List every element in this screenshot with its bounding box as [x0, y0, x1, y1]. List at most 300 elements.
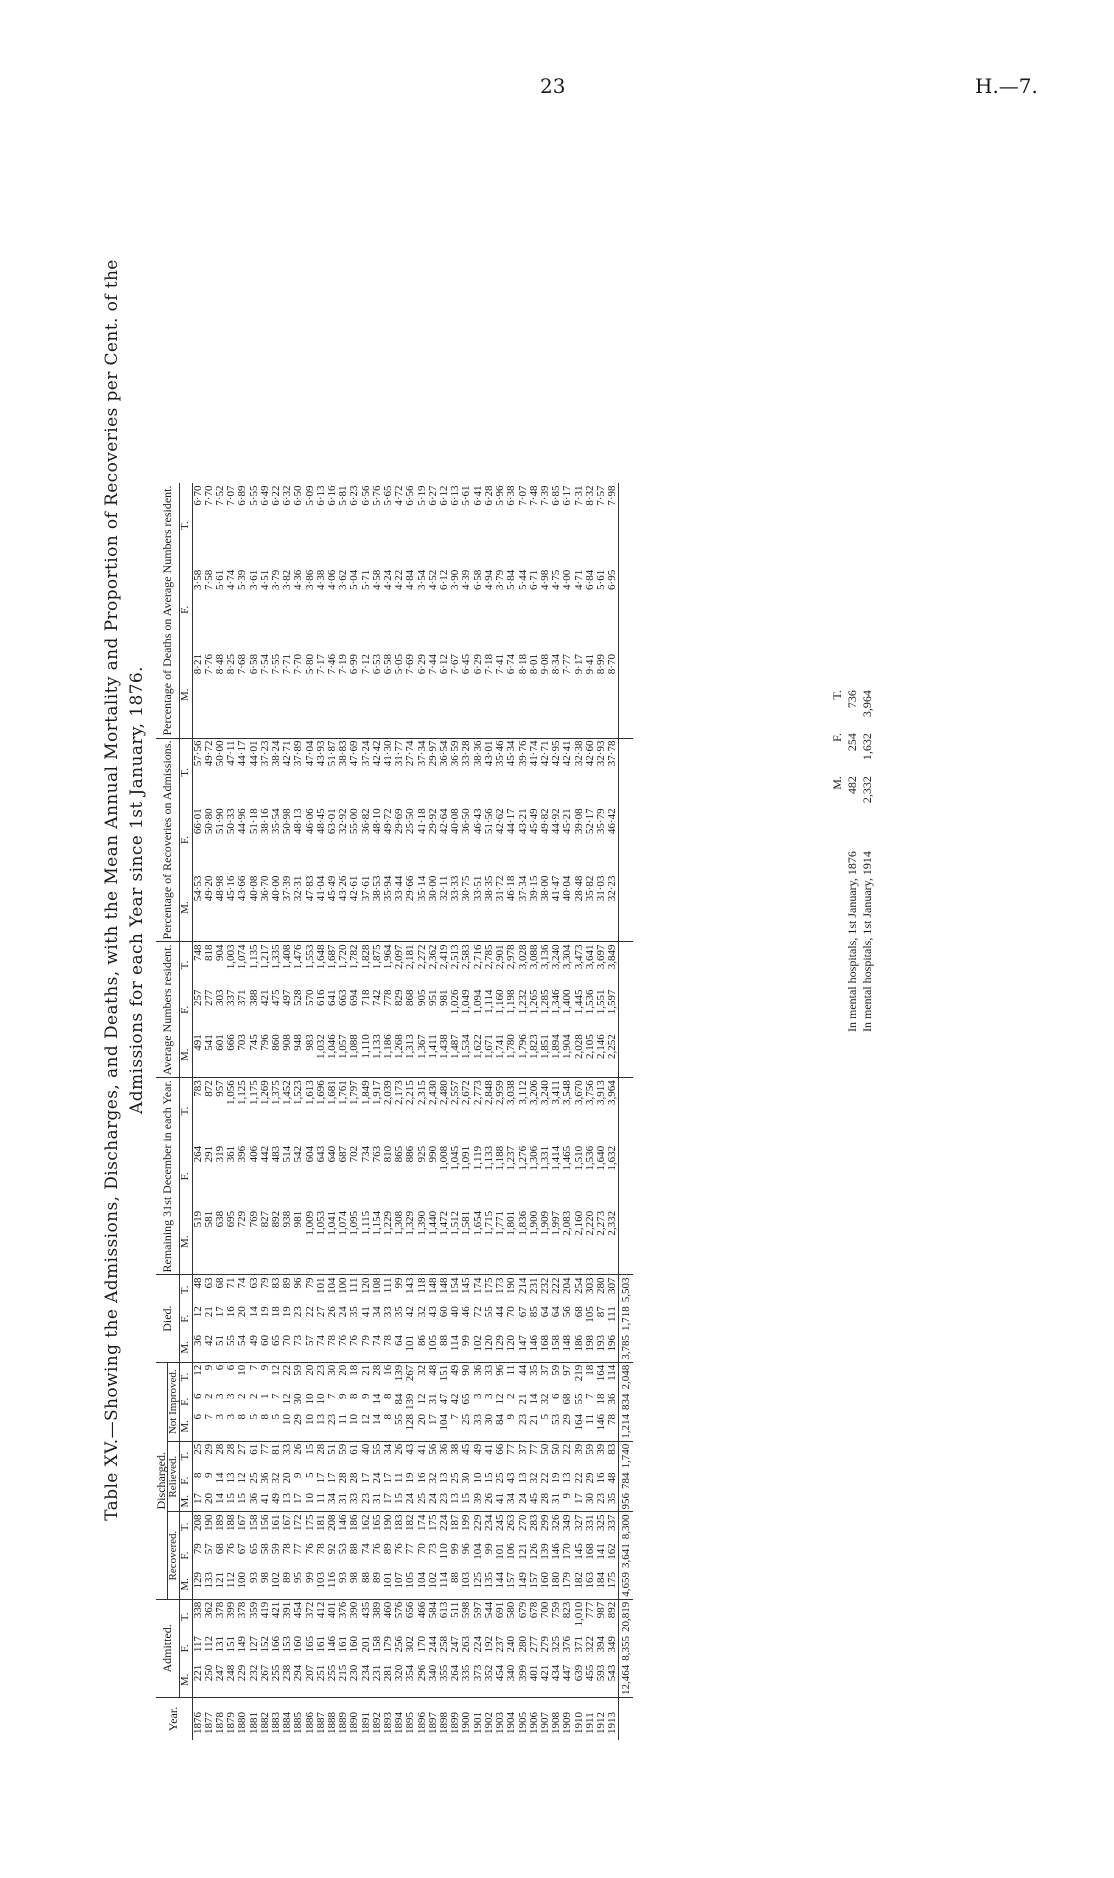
value-cell: 78: [314, 1543, 327, 1555]
value-cell: 1,597: [606, 989, 619, 1015]
value-cell: 6·12: [439, 652, 450, 738]
value-cell: 7·98: [606, 485, 619, 506]
value-cell: 6·38: [505, 485, 518, 506]
value-cell: 6·49: [258, 485, 271, 506]
value-cell: 528: [292, 989, 305, 1006]
total-cell: 4,659: [619, 1570, 633, 1599]
value-cell: 1,091: [460, 1145, 473, 1171]
value-cell: 1,045: [449, 1145, 462, 1171]
value-cell: 103: [461, 1570, 472, 1599]
value-cell: 59: [292, 1364, 305, 1376]
value-cell: 17: [574, 1491, 585, 1512]
value-cell: 77: [527, 1443, 540, 1455]
value-cell: 43·26: [338, 874, 349, 942]
value-cell: 25: [461, 1412, 472, 1441]
value-cell: 39: [572, 1443, 585, 1455]
year-cell: 1888: [326, 1712, 339, 1734]
value-cell: 112: [226, 1570, 237, 1599]
value-cell: 1,771: [495, 1209, 506, 1275]
value-cell: 860: [271, 1032, 282, 1078]
value-cell: 279: [538, 1636, 551, 1653]
rotated-table-container: [100, 20, 1000, 1760]
value-cell: 100: [337, 1277, 350, 1294]
value-cell: 234: [482, 1514, 495, 1531]
year-cell: 1892: [370, 1712, 383, 1734]
value-cell: 42·61: [349, 874, 360, 942]
value-cell: 748: [191, 944, 204, 961]
value-cell: 7·44: [428, 652, 439, 738]
value-cell: 37·61: [361, 874, 372, 942]
value-cell: 43: [426, 1306, 439, 1318]
value-cell: 9: [337, 1393, 350, 1399]
value-cell: 51·18: [247, 808, 260, 835]
value-cell: 6·23: [348, 485, 361, 506]
value-cell: 21: [202, 1306, 215, 1318]
value-cell: 8: [383, 1412, 394, 1441]
value-cell: 40·04: [562, 874, 573, 942]
value-cell: 8: [348, 1393, 361, 1399]
value-cell: 90: [460, 1364, 473, 1376]
value-cell: 990: [426, 1145, 439, 1163]
value-cell: 41: [359, 1306, 372, 1318]
value-cell: 24: [428, 1491, 439, 1512]
value-cell: 77: [258, 1443, 271, 1455]
value-cell: 86: [417, 1333, 428, 1362]
value-cell: 120: [484, 1333, 495, 1362]
value-cell: 16: [382, 1364, 395, 1376]
value-cell: 29: [293, 1412, 304, 1441]
value-cell: 1,534: [461, 1032, 472, 1078]
value-cell: 9: [258, 1364, 271, 1371]
value-cell: 783: [191, 1080, 204, 1097]
value-cell: 9: [562, 1491, 573, 1512]
value-cell: 35: [607, 1491, 619, 1512]
value-cell: 72: [471, 1306, 484, 1318]
value-cell: 3,697: [594, 944, 607, 970]
value-cell: 65: [247, 1543, 260, 1555]
value-cell: 948: [293, 1032, 304, 1078]
value-cell: 981: [293, 1209, 304, 1275]
value-cell: 598: [460, 1601, 473, 1619]
value-cell: 13: [225, 1472, 238, 1484]
value-cell: 7·57: [594, 485, 607, 506]
value-cell: 3: [471, 1393, 484, 1399]
value-cell: 68: [572, 1306, 585, 1318]
value-cell: 1,780: [506, 1032, 517, 1078]
value-cell: 42·62: [494, 808, 507, 835]
value-cell: 643: [314, 1145, 327, 1163]
total-cell: [619, 652, 633, 738]
notes-1876-t: 736: [845, 690, 859, 709]
value-cell: 48·45: [314, 808, 327, 835]
value-cell: 222: [550, 1277, 563, 1294]
value-cell: 1,741: [495, 1032, 506, 1078]
value-cell: 1,232: [516, 989, 529, 1015]
value-cell: 1,472: [439, 1209, 450, 1275]
value-cell: 2,105: [585, 1032, 596, 1078]
sex-header-t: T.: [180, 483, 192, 567]
value-cell: 3,641: [583, 944, 596, 970]
value-cell: 41·18: [415, 808, 428, 835]
value-cell: 8: [191, 1472, 204, 1478]
value-cell: 13: [450, 1491, 461, 1512]
total-cell: [619, 942, 633, 988]
value-cell: 99: [393, 1277, 406, 1289]
value-cell: 77: [505, 1443, 518, 1455]
year-cell: 1911: [583, 1712, 596, 1734]
value-cell: 6·58: [383, 652, 394, 738]
value-cell: 79: [361, 1333, 372, 1362]
value-cell: 12: [494, 1393, 507, 1405]
value-cell: 92: [326, 1543, 339, 1555]
year-header: Year.: [156, 1698, 192, 1741]
value-cell: 71: [225, 1277, 238, 1289]
value-cell: 6: [214, 1364, 227, 1371]
value-cell: 39: [473, 1491, 484, 1512]
year-cell: 1900: [460, 1712, 473, 1734]
value-cell: 3: [226, 1412, 237, 1441]
table-row: [293, 483, 304, 1740]
value-cell: 231: [372, 1663, 383, 1698]
value-cell: 37·39: [282, 874, 293, 942]
value-cell: 38·83: [337, 740, 350, 767]
value-cell: 5·80: [305, 652, 316, 738]
value-cell: 50: [538, 1443, 551, 1455]
value-cell: 22: [561, 1443, 574, 1455]
value-cell: 27·74: [404, 740, 417, 767]
value-cell: 112: [202, 1636, 215, 1653]
value-cell: 139: [393, 1364, 406, 1382]
value-cell: 99: [305, 1570, 316, 1599]
value-cell: 5·71: [359, 569, 372, 590]
value-cell: 146: [337, 1514, 350, 1531]
value-cell: 42·95: [550, 740, 563, 767]
value-cell: 162: [606, 1543, 619, 1560]
value-cell: 865: [393, 1145, 406, 1163]
value-cell: 23: [596, 1491, 607, 1512]
value-cell: 26: [393, 1443, 406, 1455]
value-cell: 139: [538, 1543, 551, 1560]
value-cell: 2,583: [460, 944, 473, 970]
value-cell: 255: [271, 1663, 282, 1698]
value-cell: 5: [249, 1412, 260, 1441]
value-cell: 88: [439, 1333, 450, 1362]
value-cell: 67: [236, 1543, 249, 1555]
value-cell: 280: [516, 1636, 529, 1653]
value-cell: 8·21: [192, 652, 204, 738]
value-cell: 466: [415, 1601, 428, 1619]
value-cell: 5·61: [460, 485, 473, 506]
value-cell: 1,671: [484, 1032, 495, 1078]
value-cell: 1,400: [561, 989, 574, 1015]
value-cell: 88: [348, 1543, 361, 1555]
value-cell: 434: [551, 1663, 562, 1698]
value-cell: 29·92: [426, 808, 439, 835]
value-cell: 1,335: [270, 944, 283, 970]
value-cell: 2,097: [393, 944, 406, 970]
value-cell: 1,801: [506, 1209, 517, 1275]
value-cell: 291: [202, 1145, 215, 1163]
value-cell: 32: [538, 1393, 551, 1405]
value-cell: 1,119: [471, 1145, 484, 1171]
value-cell: 460: [382, 1601, 395, 1619]
value-cell: 44·17: [505, 808, 518, 835]
value-cell: 76: [303, 1543, 316, 1555]
value-cell: 2,430: [426, 1080, 439, 1105]
value-cell: 299: [538, 1514, 551, 1531]
relieved-header: Relieved.: [168, 1441, 180, 1512]
value-cell: 9: [202, 1364, 215, 1371]
value-cell: 35·79: [594, 808, 607, 835]
value-cell: 36·54: [438, 740, 451, 767]
value-cell: 455: [585, 1663, 596, 1698]
value-cell: 3,473: [572, 944, 585, 970]
value-cell: 1,551: [594, 989, 607, 1015]
value-cell: 38·53: [372, 874, 383, 942]
value-cell: 9: [506, 1412, 517, 1441]
value-cell: 47·69: [348, 740, 361, 767]
value-cell: 54: [237, 1333, 248, 1362]
value-cell: 44: [494, 1306, 507, 1318]
value-cell: 13: [561, 1472, 574, 1484]
value-cell: 76: [225, 1543, 238, 1555]
value-cell: 283: [527, 1514, 540, 1531]
value-cell: 148: [438, 1277, 451, 1294]
value-cell: 180: [551, 1570, 562, 1599]
notes-1876-m: 482: [845, 776, 859, 795]
value-cell: 111: [606, 1306, 619, 1322]
value-cell: 1,057: [338, 1032, 349, 1078]
value-cell: 79: [191, 1543, 204, 1555]
value-cell: 1,053: [316, 1209, 327, 1275]
sex-header-f: F.: [180, 988, 192, 1033]
value-cell: 83: [270, 1277, 283, 1289]
value-cell: 49: [471, 1443, 484, 1455]
value-cell: 5: [303, 1472, 316, 1478]
value-cell: 34: [370, 1306, 383, 1318]
value-cell: 447: [562, 1663, 573, 1698]
sex-header-t: T.: [180, 942, 192, 988]
value-cell: 41: [482, 1443, 495, 1455]
value-cell: 183: [393, 1514, 406, 1531]
value-cell: 267: [404, 1364, 417, 1382]
table-row: [461, 483, 472, 1740]
value-cell: 2,480: [438, 1080, 451, 1105]
value-cell: 9·17: [574, 652, 585, 738]
value-cell: 32·31: [293, 874, 304, 942]
total-cell: 8,300: [619, 1512, 633, 1541]
value-cell: 83: [606, 1443, 619, 1455]
year-cell: 1910: [572, 1712, 585, 1734]
value-cell: 175: [303, 1514, 316, 1531]
notes-1914-t: 3,964: [860, 690, 874, 718]
value-cell: 148: [562, 1333, 573, 1362]
value-cell: 1,440: [428, 1209, 439, 1275]
value-cell: 6·58: [249, 652, 260, 738]
value-cell: 277: [527, 1636, 540, 1653]
value-cell: 20: [337, 1364, 350, 1376]
value-cell: 42: [204, 1333, 215, 1362]
value-cell: 63: [247, 1277, 260, 1289]
total-cell: [619, 568, 633, 652]
value-cell: 638: [215, 1209, 226, 1275]
value-cell: 3: [215, 1412, 226, 1441]
value-cell: 7·54: [260, 652, 271, 738]
value-cell: 126: [527, 1543, 540, 1560]
value-cell: 37·34: [518, 874, 529, 942]
value-cell: 41·47: [551, 874, 562, 942]
value-cell: 93: [338, 1570, 349, 1599]
year-cell: 1878: [214, 1712, 227, 1734]
value-cell: 892: [271, 1209, 282, 1275]
value-cell: 1,032: [316, 1032, 327, 1078]
value-cell: 10: [471, 1472, 484, 1484]
value-cell: 149: [236, 1636, 249, 1653]
value-cell: 34: [506, 1491, 517, 1512]
value-cell: 29: [583, 1472, 596, 1484]
value-cell: 193: [596, 1333, 607, 1362]
value-cell: 349: [606, 1636, 619, 1653]
value-cell: 9: [292, 1472, 305, 1478]
value-cell: 135: [484, 1570, 495, 1599]
value-cell: 32: [270, 1472, 283, 1484]
value-cell: 3·58: [191, 569, 204, 590]
notes-1914-m: 2,332: [860, 776, 874, 804]
sex-header-f: F.: [180, 1634, 192, 1663]
value-cell: 48: [191, 1277, 204, 1289]
value-cell: 38·16: [258, 808, 271, 835]
value-cell: 6·56: [404, 485, 417, 506]
value-cell: 2,362: [426, 944, 439, 970]
value-cell: 55: [226, 1333, 237, 1362]
value-cell: 6·58: [471, 569, 484, 590]
total-cell: 1,718: [620, 1306, 633, 1331]
value-cell: 421: [258, 989, 271, 1006]
total-cell: [619, 1032, 633, 1078]
value-cell: 4·74: [225, 569, 238, 590]
value-cell: 1,306: [527, 1145, 540, 1171]
value-cell: 5: [540, 1412, 551, 1441]
notes-1876-label: In mental hospitals, 1st January, 1876: [845, 851, 859, 1032]
value-cell: 613: [438, 1601, 451, 1619]
value-cell: 41: [260, 1491, 271, 1512]
value-cell: 10: [236, 1364, 249, 1376]
value-cell: 389: [370, 1601, 383, 1619]
value-cell: 23: [314, 1364, 327, 1376]
value-cell: 162: [359, 1514, 372, 1531]
value-cell: 1,851: [540, 1032, 551, 1078]
value-cell: 12: [236, 1472, 249, 1484]
value-cell: 10: [349, 1412, 360, 1441]
value-cell: 7·71: [282, 652, 293, 738]
value-cell: 23: [361, 1491, 372, 1512]
value-cell: 196: [607, 1333, 619, 1362]
value-cell: 542: [292, 1145, 305, 1163]
value-cell: 102: [271, 1570, 282, 1599]
value-cell: 179: [382, 1636, 395, 1653]
value-cell: 258: [438, 1636, 451, 1653]
value-cell: 280: [594, 1277, 607, 1294]
value-cell: 7: [270, 1393, 283, 1399]
value-cell: 543: [607, 1663, 619, 1698]
value-cell: 307: [606, 1277, 619, 1294]
value-cell: 1,026: [449, 989, 462, 1015]
value-cell: 157: [506, 1570, 517, 1599]
value-cell: 5·61: [594, 569, 607, 590]
title-line-2: Admissions for each Year since 1st January, 1876.: [127, 666, 147, 1114]
value-cell: 777: [583, 1601, 596, 1619]
value-cell: 4·84: [404, 569, 417, 590]
total-cell: 3,641: [620, 1543, 633, 1568]
value-cell: 33·28: [460, 740, 473, 767]
value-cell: 5·84: [505, 569, 518, 590]
value-cell: 105: [405, 1570, 416, 1599]
year-cell: 1909: [561, 1712, 574, 1734]
value-cell: 491: [192, 1032, 204, 1078]
value-cell: 35·82: [585, 874, 596, 942]
value-cell: 12: [191, 1364, 204, 1376]
value-cell: 1,154: [372, 1209, 383, 1275]
value-cell: 160: [348, 1636, 361, 1653]
value-cell: 46·18: [506, 874, 517, 942]
total-cell: 956: [619, 1491, 633, 1512]
value-cell: 36·59: [449, 740, 462, 767]
value-cell: 1,796: [518, 1032, 529, 1078]
value-cell: 45: [460, 1443, 473, 1455]
value-cell: 376: [337, 1601, 350, 1619]
value-cell: 12: [281, 1393, 294, 1405]
value-cell: 32·23: [607, 874, 619, 942]
value-cell: 1,133: [372, 1032, 383, 1078]
value-cell: 201: [359, 1636, 372, 1653]
value-cell: 25: [191, 1443, 204, 1455]
value-cell: 1,074: [236, 944, 249, 970]
value-cell: 175: [607, 1570, 619, 1599]
year-cell: 1893: [382, 1712, 395, 1734]
value-cell: 6: [550, 1393, 563, 1399]
value-cell: 96: [460, 1543, 473, 1555]
value-cell: 454: [292, 1601, 305, 1619]
value-cell: 325: [550, 1636, 563, 1653]
total-cell: [619, 988, 633, 1033]
value-cell: 340: [428, 1663, 439, 1698]
value-cell: 146: [326, 1636, 339, 1653]
value-cell: 26: [326, 1306, 339, 1318]
value-cell: 49: [271, 1491, 282, 1512]
value-cell: 31: [426, 1393, 439, 1405]
sex-header-f: F.: [180, 1541, 192, 1570]
value-cell: 3·86: [303, 569, 316, 590]
value-cell: 145: [460, 1277, 473, 1294]
not-improved-header: Not Improved.: [168, 1362, 180, 1441]
value-cell: 1,346: [550, 989, 563, 1015]
value-cell: 987: [594, 1601, 607, 1619]
value-cell: 59: [337, 1443, 350, 1455]
value-cell: 419: [258, 1601, 271, 1619]
value-cell: 172: [292, 1514, 305, 1531]
value-cell: 42·71: [281, 740, 294, 767]
value-cell: 3: [214, 1393, 227, 1399]
value-cell: 3·82: [281, 569, 294, 590]
value-cell: 1,640: [594, 1145, 607, 1171]
value-cell: 3,756: [583, 1080, 596, 1105]
value-cell: 76: [338, 1333, 349, 1362]
value-cell: 163: [585, 1570, 596, 1599]
sex-header-f: F.: [180, 1144, 192, 1209]
value-cell: 111: [348, 1277, 361, 1294]
value-cell: 6·27: [426, 485, 439, 506]
value-cell: 616: [314, 989, 327, 1006]
